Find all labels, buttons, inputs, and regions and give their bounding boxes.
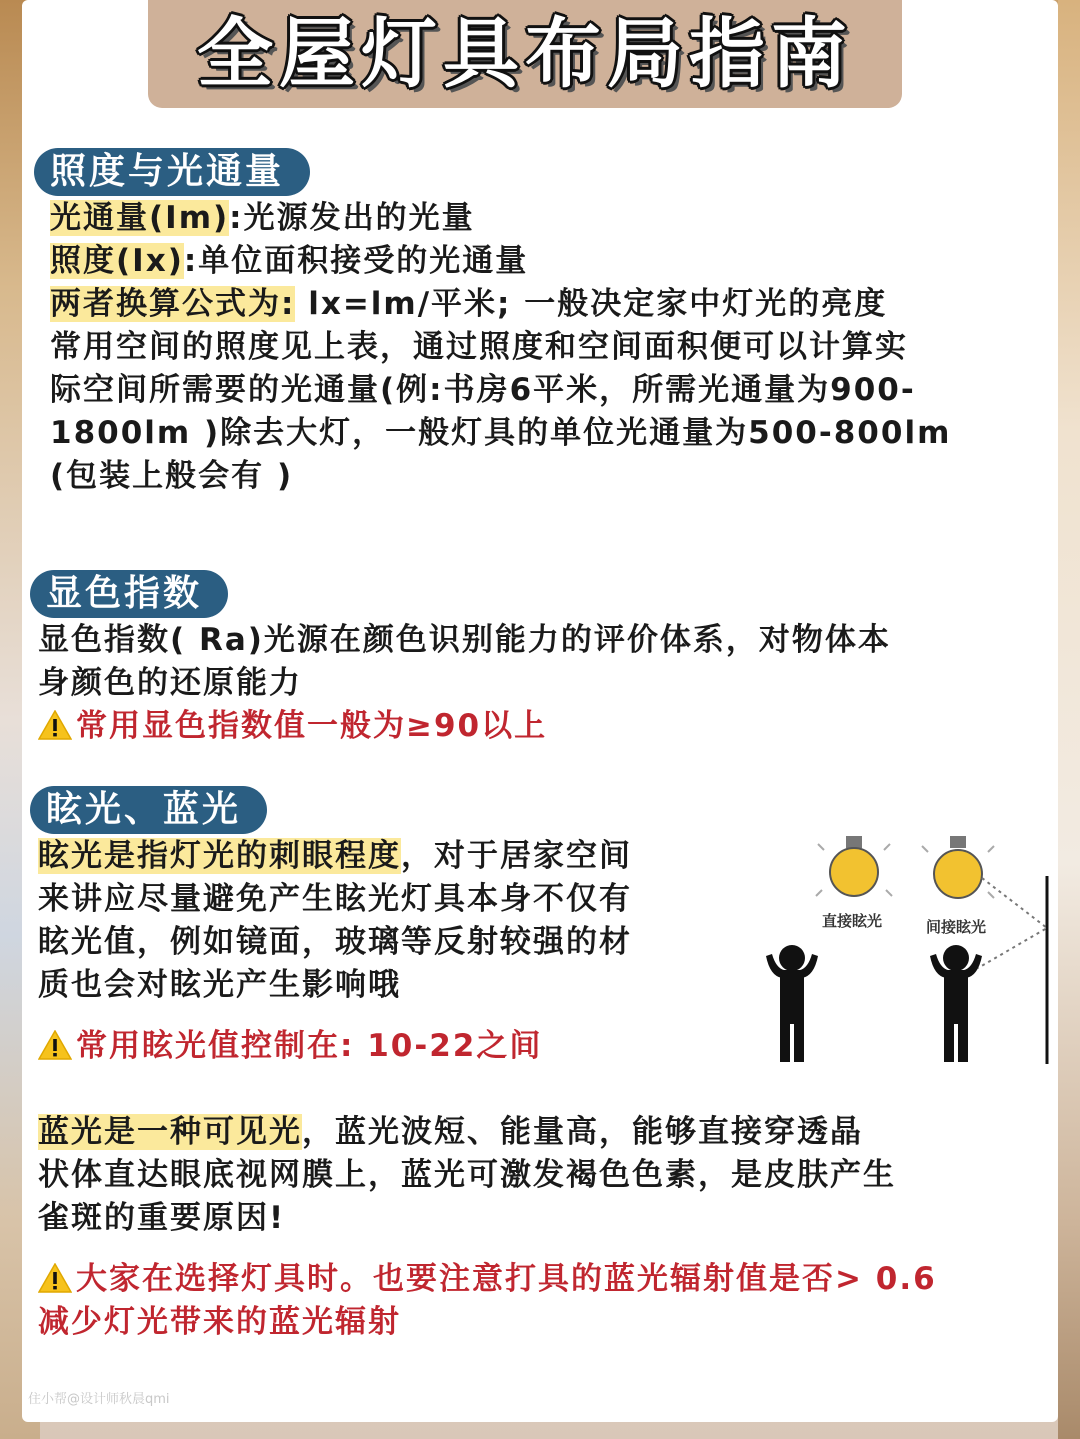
warning-line [38,704,547,748]
text-line: 常用空间的照度见上表，通过照度和空间面积便可以计算实 [50,329,908,365]
warning-line [38,1257,937,1301]
section-heading-illuminance: 照度与光通量 [34,148,310,196]
text-line [50,196,475,240]
text-span: :单位面积接受的光通量 [183,243,529,279]
text-line: 身颜色的还原能力 [38,665,302,701]
warning-icon [38,1030,72,1060]
bulb-icon [816,836,892,896]
watermark: 住小帮@设计师秋晨qmi [28,1392,170,1407]
highlight-label: 照度(Ix) [50,243,184,279]
highlight-label: 光通量(Im) [50,200,230,236]
text-line: 际空间所需要的光通量(例:书房6平米，所需光通量为900- [50,372,916,408]
warning-text: 常用眩光值控制在: 10-22之间 [76,1028,543,1064]
highlight-label: 眩光是指灯光的刺眼程度 [38,838,401,874]
person-icon [930,945,982,1062]
background-right [1058,0,1080,1439]
text-line: (包装上般会有 ) [50,458,294,494]
reflection-path [978,878,1047,968]
warning-line [38,1024,542,1068]
text-span: lx=lm/平米; 一般决定家中灯光的亮度 [295,286,888,322]
warning-icon [38,1263,72,1293]
warning-text: 常用显色指数值一般为≥90以上 [76,708,548,744]
glare-figure-svg [760,828,1060,1073]
highlight-label: 两者换算公式为: [50,286,296,322]
warning-text: 大家在选择灯具时。也要注意打具的蓝光辐射值是否> 0.6 [76,1261,937,1297]
text-line [50,282,887,326]
text-line: 1800lm )除去大灯，一般灯具的单位光通量为500-800lm [50,415,952,451]
warning-icon [38,710,72,740]
section-heading-glare: 眩光、蓝光 [30,786,267,834]
label-indirect-glare: 间接眩光 [926,918,987,936]
label-direct-glare: 直接眩光 [822,912,883,930]
text-line: 来讲应尽量避免产生眩光灯具本身不仅有 [38,881,632,917]
text-line: 显色指数( Ra)光源在颜色识别能力的评价体系，对物体本 [38,622,891,658]
section-heading-cri: 显色指数 [30,570,228,618]
text-span: ，对于居家空间 [401,838,632,874]
text-line [38,1110,863,1154]
text-line [38,834,632,878]
text-line: 质也会对眩光产生影响哦 [38,967,401,1003]
text-span: ，蓝光波短、能量高，能够直接穿透晶 [302,1114,863,1150]
person-icon [766,945,818,1062]
bulb-icon [922,836,994,898]
text-line [50,239,528,283]
text-line: 雀斑的重要原因! [38,1200,286,1236]
text-line: 状体直达眼底视网膜上，蓝光可激发褐色色素，是皮肤产生 [38,1157,896,1193]
page-title: 全屋灯具布局指南 [197,9,853,98]
highlight-label: 蓝光是一种可见光 [38,1114,302,1150]
glare-illustration [760,828,1060,1073]
warning-line: 减少灯光带来的蓝光辐射 [38,1304,401,1340]
text-span: :光源发出的光量 [229,200,475,236]
text-line: 眩光值，例如镜面，玻璃等反射较强的材 [38,924,632,960]
